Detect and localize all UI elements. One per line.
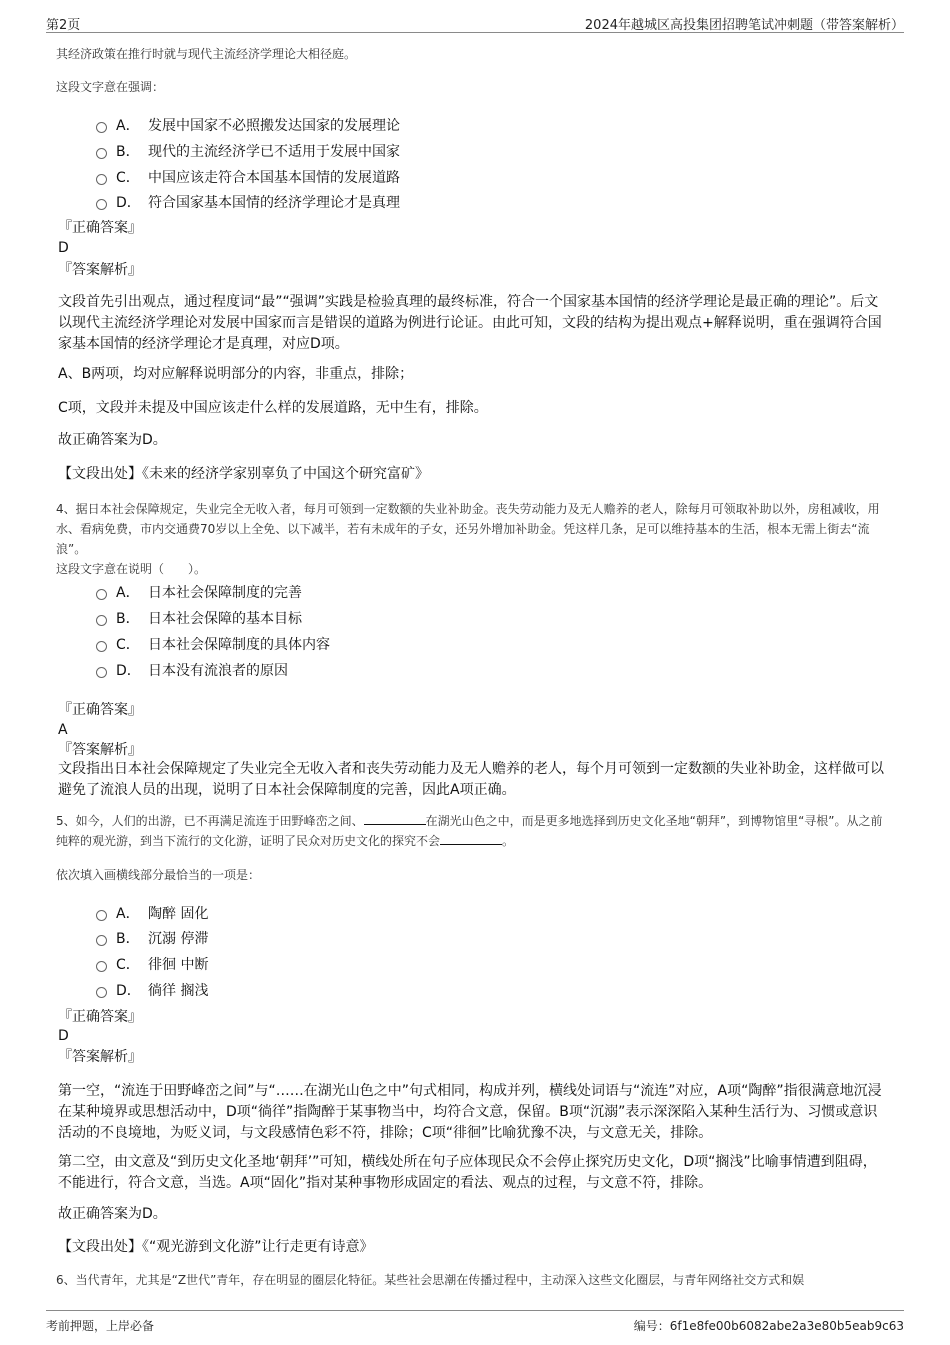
q5-option-d[interactable]: D． 徜徉 搁浅 xyxy=(96,980,208,1000)
q3-answer-label: 『正确答案』 xyxy=(58,220,142,236)
q3-analysis-paragraph: 故正确答案为D。 xyxy=(58,432,167,448)
q3-intro-tail: 其经济政策在推行时就与现代主流经济学理论大相径庭。 xyxy=(56,47,357,61)
document-code: 编号：6f1e8fe00b6082abe2a3e80b5eab9c63 xyxy=(633,1319,904,1333)
q3-analysis-label: 『答案解析』 xyxy=(58,262,142,278)
q5-answer-label: 『正确答案』 xyxy=(58,1009,142,1025)
q5-stem: 依次填入画横线部分最恰当的一项是： xyxy=(56,868,261,882)
q5-analysis-paragraph: 故正确答案为D。 xyxy=(58,1206,167,1222)
radio-icon[interactable] xyxy=(96,589,107,600)
document-title: 2024年越城区高投集团招聘笔试冲刺题（带答案解析） xyxy=(584,18,904,33)
q3-option-d[interactable]: D． 符合国家基本国情的经济学理论才是真理 xyxy=(96,192,400,212)
q4-analysis: 文段指出日本社会保障规定了失业完全无收入者和丧失劳动能力及无人赡养的老人，每个月可领到一定数额的失业补助金，这样做可以避免了流浪人员的出现，说明了日本社会保障制度的完善，因此A项正确。 xyxy=(58,761,884,798)
q3-analysis-paragraph: A、B两项，均对应解释说明部分的内容，非重点，排除； xyxy=(58,366,414,382)
radio-icon[interactable] xyxy=(96,615,107,626)
fill-blank-2 xyxy=(440,832,502,845)
q5-analysis-label: 『答案解析』 xyxy=(58,1049,142,1065)
q4-option-b[interactable]: B． 日本社会保障的基本目标 xyxy=(96,608,302,628)
q3-answer: D xyxy=(58,240,69,256)
q4-answer: A xyxy=(58,722,68,738)
q3-option-b[interactable]: B． 现代的主流经济学已不适用于发展中国家 xyxy=(96,141,400,161)
radio-icon[interactable] xyxy=(96,148,107,159)
q3-analysis-paragraph: 文段首先引出观点，通过程度词“最”“强调”实践是检验真理的最终标准，符合一个国家基本国情的经济学理论是最正确的理论”。后文以现代主流经济学理论对发展中国家而言是错误的道路为例进行论证。由此可知，文段的结构为提出观点+解释说明，重在强调符合国家基本国情的经济学理论才是真理，对应D项。 xyxy=(58,294,882,352)
q4-option-c[interactable]: C． 日本社会保障制度的具体内容 xyxy=(96,634,330,654)
q4-analysis-label: 『答案解析』 xyxy=(58,742,142,758)
q5-analysis-paragraph: 第一空，“流连于田野峰峦之间”与“……在湖光山色之中”句式相同，构成并列，横线处词语与“流连”对应，A项“陶醉”指很满意地沉浸在某种境界或思想活动中，D项“徜徉”指陶醉于某事物当中，均符合文意，保留。B项“沉溺”表示深深陷入某种生活行为、习惯或意识活动的不良境地，为贬义词，与文段感情色彩不符，排除；C项“徘徊”比喻犹豫不决，与文意无关，排除。 xyxy=(58,1083,882,1141)
q4-option-a[interactable]: A． 日本社会保障制度的完善 xyxy=(96,582,302,602)
q5-analysis-paragraph: 第二空，由文意及“到历史文化圣地‘朝拜’”可知，横线处所在句子应体现民众不会停止探究历史文化，D项“搁浅”比喻事情遭到阻碍，不能进行，符合文意，当选。A项“固化”指对某种事物形成固定的看法、观点的过程，与文意不符，排除。 xyxy=(58,1154,877,1191)
radio-icon[interactable] xyxy=(96,641,107,652)
q5-option-a[interactable]: A． 陶醉 固化 xyxy=(96,903,208,923)
q4-answer-label: 『正确答案』 xyxy=(58,702,142,718)
radio-icon[interactable] xyxy=(96,174,107,185)
radio-icon[interactable] xyxy=(96,199,107,210)
q5-option-b[interactable]: B． 沉溺 停滞 xyxy=(96,928,208,948)
q5-passage: 5、如今，人们的出游，已不再满足流连于田野峰峦之间、 在湖光山色之中，而是更多地选择到历史文化圣地“朝拜”，到博物馆里“寻根”。从之前纯粹的观光游，到当下流行的文化游，证明了民众对历史文化的探究不会 。 xyxy=(56,814,883,848)
fill-blank-1 xyxy=(364,812,426,825)
q5-source: 【文段出处】《“观光游到文化游”让行走更有诗意》 xyxy=(58,1239,374,1255)
q3-stem: 这段文字意在强调： xyxy=(56,80,165,94)
q5-answer: D xyxy=(58,1028,69,1044)
q6-passage-head: 6、当代青年，尤其是“Z世代”青年，存在明显的圈层化特征。某些社会思潮在传播过程中，主动深入这些文化圈层，与青年网络社交方式和娱 xyxy=(56,1273,805,1287)
footer-slogan: 考前押题，上岸必备 xyxy=(46,1319,155,1333)
radio-icon[interactable] xyxy=(96,122,107,133)
page-header xyxy=(46,10,904,33)
q4-stem: 这段文字意在说明（ ）。 xyxy=(56,562,207,576)
q3-analysis-paragraph: C项，文段并未提及中国应该走什么样的发展道路，无中生有，排除。 xyxy=(58,400,488,416)
q3-option-a[interactable]: A． 发展中国家不必照搬发达国家的发展理论 xyxy=(96,115,400,135)
q4-passage: 4、据日本社会保障规定，失业完全无收入者，每月可领到一定数额的失业补助金。丧失劳动能力及无人赡养的老人，除每月可领取补助以外，房租减收，用水、看病免费，市内交通费70岁以上全免、以下减半，若有未成年的子女，还另外增加补助金。凭这样几条，足可以维持基本的生活，根本无需上街去“流浪”。 xyxy=(56,502,880,556)
radio-icon[interactable] xyxy=(96,961,107,972)
q3-source: 【文段出处】《未来的经济学家别辜负了中国这个研究富矿》 xyxy=(58,466,429,482)
radio-icon[interactable] xyxy=(96,935,107,946)
radio-icon[interactable] xyxy=(96,987,107,998)
q5-option-c[interactable]: C． 徘徊 中断 xyxy=(96,954,208,974)
page-footer xyxy=(46,1310,904,1335)
radio-icon[interactable] xyxy=(96,667,107,678)
radio-icon[interactable] xyxy=(96,910,107,921)
page-number: 第2页 xyxy=(46,18,81,33)
q4-option-d[interactable]: D． 日本没有流浪者的原因 xyxy=(96,660,288,680)
q3-option-c[interactable]: C． 中国应该走符合本国基本国情的发展道路 xyxy=(96,167,400,187)
